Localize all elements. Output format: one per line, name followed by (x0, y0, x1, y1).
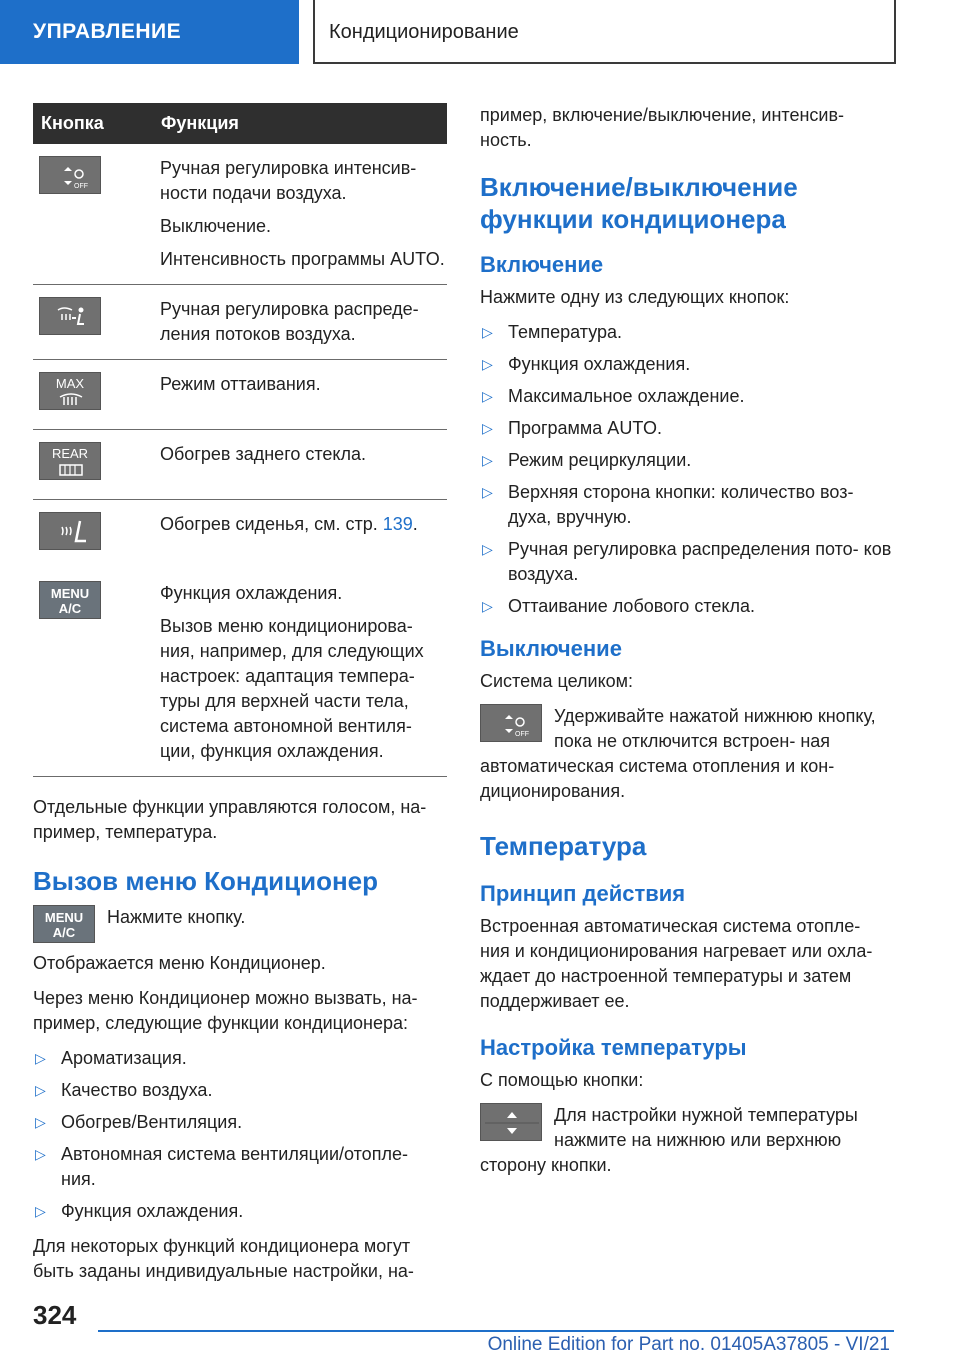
temperature-rocker-button-icon (480, 1103, 542, 1141)
right-column (480, 103, 894, 1190)
instruction-text: Нажмите кнопку. (107, 907, 246, 927)
table-header-button: Кнопка (33, 103, 160, 144)
svg-text:OFF: OFF (74, 183, 88, 190)
list-item: ▷ Ручная регулировка распределения пото- ков воздуха. (482, 539, 892, 584)
paragraph: Через меню Кондиционер можно вызвать, на- пример, следующие функции кондиционера: (33, 988, 418, 1033)
table-header-function: Функция (160, 103, 447, 144)
section-heading-menu: Вызов меню Кондиционер (33, 866, 379, 896)
svg-text:OFF: OFF (515, 731, 529, 738)
function-text: Выключение. (160, 216, 272, 236)
table-row (33, 360, 447, 430)
fan-off-button-icon (480, 704, 542, 742)
triangle-bullet-icon: ▷ (482, 541, 493, 557)
triangle-bullet-icon: ▷ (482, 484, 493, 500)
subheading-off: Выключение (480, 636, 622, 661)
subheading-on: Включение (480, 252, 604, 277)
function-text: Ручная регулировка интенсив- ности подачи воздуха. (160, 158, 417, 203)
triangle-bullet-icon: ▷ (482, 356, 493, 372)
subheading-setting: Настройка температуры (480, 1035, 747, 1060)
triangle-bullet-icon: ▷ (482, 324, 493, 340)
footer-divider (98, 1330, 894, 1332)
menu-instruction (33, 905, 447, 943)
list-item: ▷ Автономная система вентиляции/отопле- ния. (35, 1144, 408, 1189)
list-item: ▷ Максимальное охлаждение. (480, 384, 894, 409)
seat-heating-button-icon (39, 512, 101, 550)
paragraph: Для некоторых функций кондиционера могут быть заданы индивидуальные настройки, на- (33, 1236, 414, 1281)
list-item: ▷ Верхняя сторона кнопки: количество воз- духа, вручную. (482, 482, 854, 527)
instruction-text: Для настройки нужной температуры нажмите на нижнюю или верхнюю сторону кнопки. (480, 1105, 858, 1175)
paragraph: Отдельные функции управляются голосом, на- пример, температура. (33, 797, 427, 842)
paragraph: Отображается меню Кондиционер. (33, 953, 326, 973)
paragraph: Нажмите одну из следующих кнопок: (480, 287, 790, 307)
menu-ac-button-icon: MENU A/C (39, 581, 101, 619)
triangle-bullet-icon: ▷ (35, 1114, 46, 1130)
subheading-principle: Принцип действия (480, 881, 686, 906)
menu-ac-button-icon: MENU A/C (33, 905, 95, 943)
list-item: ▷ Оттаивание лобового стекла. (480, 594, 894, 619)
table-row (33, 285, 447, 360)
on-button-list (480, 320, 894, 619)
list-item: ▷ Программа AUTO. (480, 416, 894, 441)
section-heading-onoff: Включение/выключение функции кондиционера (480, 172, 798, 234)
paragraph: Встроенная автоматическая система отопле- ния и кондиционирования нагревает или охла- ждает до настроенной температуры и затем поддерживает ее. (480, 916, 873, 1011)
paragraph: Система целиком: (480, 671, 634, 691)
list-item: ▷ Обогрев/Вентиляция. (33, 1110, 447, 1135)
table-row (33, 569, 447, 777)
section-heading-temperature: Температура (480, 831, 647, 861)
triangle-bullet-icon: ▷ (482, 420, 493, 436)
max-defrost-button-icon: MAX (39, 372, 101, 410)
header-title: Кондиционирование (313, 0, 896, 64)
table-row (33, 500, 447, 570)
button-function-table (33, 103, 447, 777)
list-item: ▷ Функция охлаждения. (33, 1199, 447, 1224)
air-distribution-button-icon (39, 297, 101, 335)
setting-instruction (480, 1103, 894, 1178)
instruction-text: Удерживайте нажатой нижнюю кнопку, пока не отключится встроен- ная автоматическая система отопления и кон- диционирования. (480, 706, 876, 801)
fan-off-button-icon (39, 156, 101, 194)
triangle-bullet-icon: ▷ (35, 1050, 46, 1066)
list-item: ▷ Режим рециркуляции. (480, 448, 894, 473)
paragraph: пример, включение/выключение, интенсив- ность. (480, 105, 845, 150)
function-text: Ручная регулировка распреде- ления потоков воздуха. (160, 299, 419, 344)
header-section-tab: УПРАВЛЕНИЕ (0, 0, 299, 64)
footer-edition: Online Edition for Part no. 01405A37805 - VI/21 (487, 1334, 890, 1355)
function-text: Режим оттаивания. (160, 374, 321, 394)
page-link[interactable]: 139 (382, 514, 413, 534)
function-text: Вызов меню кондиционирова- ния, например, для следующих настроек: адаптация темпера- туры для верхней части тела, система автономной вентиля- ции, функция охлаждения. (160, 616, 424, 761)
triangle-bullet-icon: ▷ (35, 1082, 46, 1098)
left-column (33, 103, 447, 1294)
function-text: Функция охлаждения. (160, 583, 343, 603)
rear-defrost-button-icon: REAR (39, 442, 101, 480)
triangle-bullet-icon: ▷ (482, 388, 493, 404)
triangle-bullet-icon: ▷ (482, 598, 493, 614)
triangle-bullet-icon: ▷ (482, 452, 493, 468)
table-row (33, 430, 447, 500)
triangle-bullet-icon: ▷ (35, 1203, 46, 1219)
list-item: ▷ Функция охлаждения. (480, 352, 894, 377)
triangle-bullet-icon: ▷ (35, 1146, 46, 1162)
paragraph: С помощью кнопки: (480, 1070, 644, 1090)
table-row (33, 144, 447, 285)
off-instruction (480, 704, 894, 804)
function-text: Интенсивность программы AUTO. (160, 249, 445, 269)
list-item: ▷ Качество воздуха. (33, 1078, 447, 1103)
list-item: ▷ Ароматизация. (33, 1046, 447, 1071)
list-item: ▷ Температура. (480, 320, 894, 345)
menu-function-list (33, 1046, 447, 1224)
function-text: Обогрев сиденья, см. стр. 139. (160, 514, 418, 534)
page-number: 324 (33, 1300, 77, 1330)
function-text: Обогрев заднего стекла. (160, 444, 367, 464)
